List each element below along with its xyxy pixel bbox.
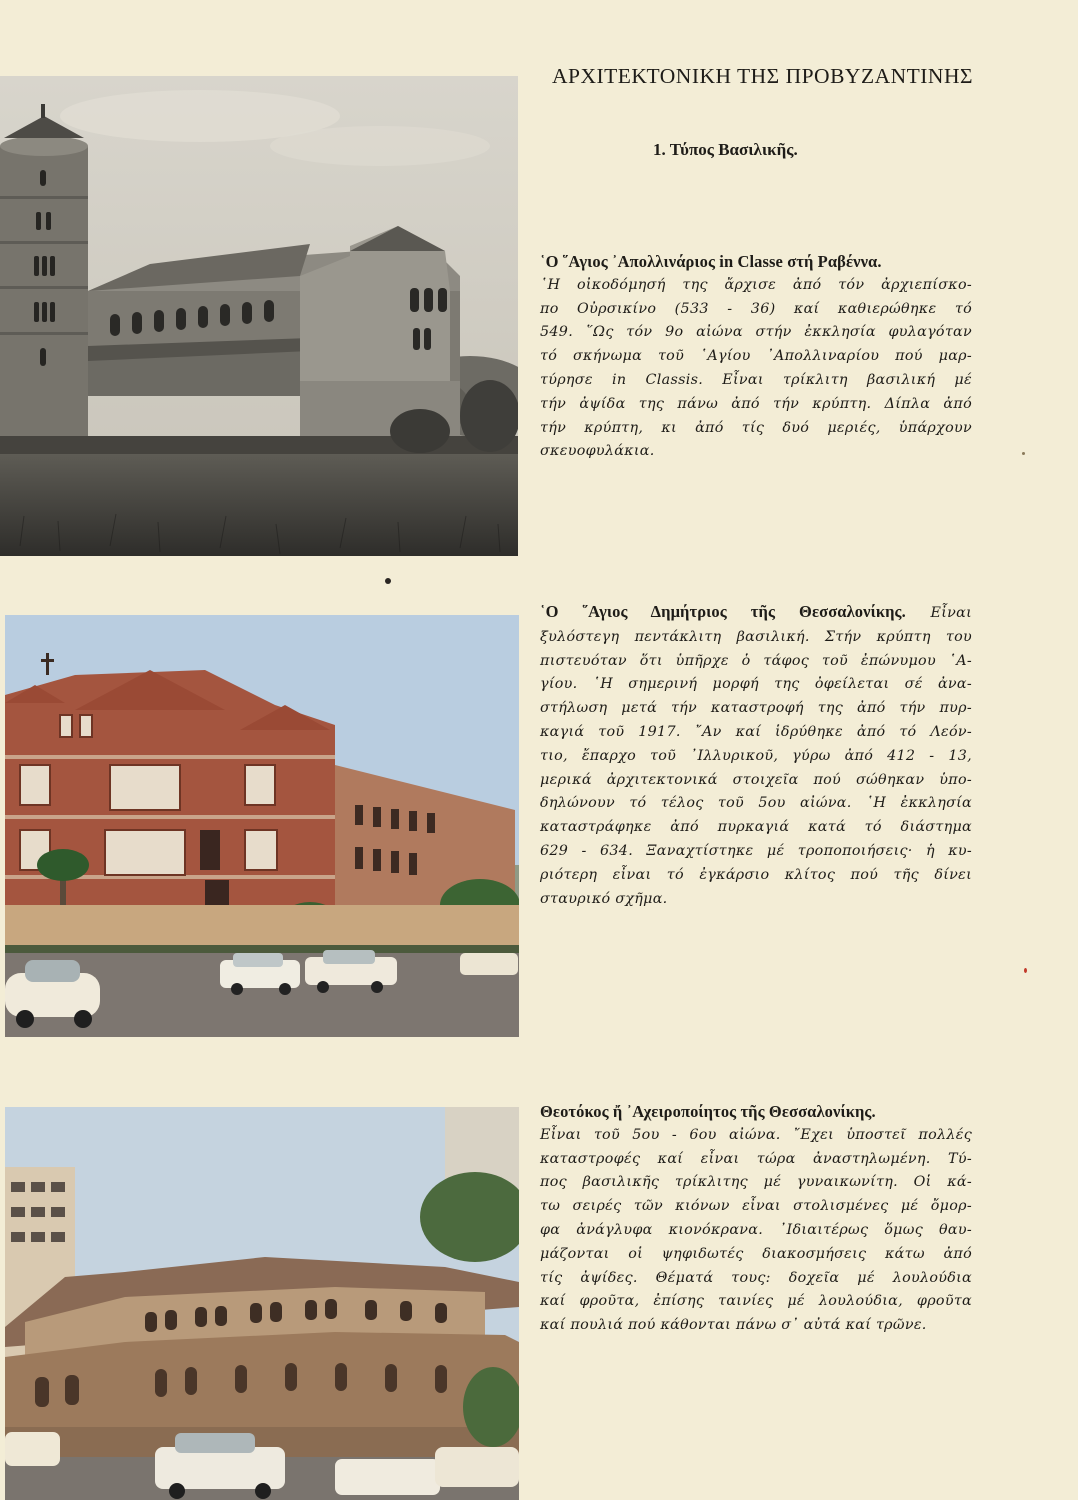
- entry-line: ξυλόστεγη πεντάκλιτη βασιλική. Στήν κρύπτη του: [540, 628, 972, 645]
- entry-line: 629 - 634. Ξαναχτίστηκε μέ τροποποιήσεις· ἡ κυ-: [540, 842, 972, 859]
- entry-line: τήν κρύπτη, κι ἀπό τίς δυό μεριές, ὑπάρχουν: [540, 419, 972, 436]
- entry-line: τιο, ἔπαρχο τοῦ ᾿Ιλλυρικοῦ, γύρω ἀπό 412 - 13,: [540, 747, 972, 764]
- entry-line: καταστράφηκε ἀπό πυρκαγιά κατά τό διάστημα: [540, 819, 972, 836]
- entry-line: τω σειρές τῶν κιόνων εἶναι στολισμένες μέ ὄμορ-: [540, 1198, 972, 1215]
- entry-hagios-demetrios: [540, 600, 972, 911]
- entry-line: ριότερη εἶναι τό ἐγκάρσιο κλίτος πού τῆς δίνει: [540, 866, 972, 883]
- page-title: ΑΡΧΙΤΕΚΤΟΝΙΚΗ ΤΗΣ ΠΡΟΒΥΖΑΝΤΙΝΗΣ: [552, 64, 973, 88]
- entry-line: πιστευόταν ὅτι ὑπῆρχε ὁ τάφος τοῦ ἐπώνυμου ῾Α-: [540, 652, 972, 669]
- entry-line: γίου. ῾Η σημερινή μορφή της ὀφείλεται σέ ἀνα-: [540, 676, 972, 693]
- entry-line: στήλωση μετά τήν καταστροφή της ἀπό τήν πυρ-: [540, 700, 972, 717]
- entry-line: καί φροῦτα, ἐπίσης ταινίες μέ λουλούδια, φροῦτα: [540, 1293, 972, 1310]
- entry-acheiropoietos: [540, 1100, 972, 1338]
- entry-line: μερικά ἀρχιτεκτονικά στοιχεῖα πού σώθηκαν ὑπο-: [540, 771, 972, 788]
- entry-line: τήν ἀψίδα της πάνω ἀπό τήν κρύπτη. Δίπλα ἀπό: [540, 395, 972, 412]
- ink-speck: [1024, 968, 1027, 973]
- photo-hagios-demetrios: [5, 615, 519, 1037]
- ink-speck: [385, 578, 391, 584]
- entry-line: δηλώνουν τό τέλος τοῦ 5ου αἰώνα. ῾Η ἐκκλησία: [540, 795, 972, 812]
- ink-speck: [1022, 452, 1025, 455]
- entry-line: σταυρικό σχῆμα.: [540, 890, 668, 907]
- entry-line: σκευοφυλάκια.: [540, 443, 655, 460]
- entry-line: φα ἀνάγλυφα κιονόκρανα. ᾿Ιδιαιτέρως ὅμως θαυ-: [540, 1221, 972, 1238]
- entry-heading-line: [540, 600, 972, 626]
- entry-heading: ῾Ο ῞Αγιος ᾿Απολλινάριος in Classe στή Ραβέννα.: [540, 252, 882, 271]
- photo-acheiropoietos: [5, 1107, 519, 1500]
- entry-heading-tail: Εἶναι: [930, 605, 972, 621]
- entry-line: πο Οὐρσικίνο (533 - 36) καί καθιερώθηκε τό: [540, 300, 972, 317]
- entry-heading: Θεοτόκος ἤ ᾿Αχειροποίητος τῆς Θεσσαλονίκης.: [540, 1102, 876, 1121]
- entry-line: 549. ῞Ως τόν 9ο αἰώνα στήν ἐκκλησία φυλαγόταν: [540, 324, 972, 341]
- entry-line: τό σκήνωμα τοῦ ῾Αγίου ᾿Απολλιναρίου πού μαρ-: [540, 348, 972, 365]
- entry-heading: ῾Ο ῞Αγιος Δημήτριος τῆς Θεσσαλονίκης.: [540, 602, 906, 621]
- entry-sant-apollinare: [540, 250, 972, 464]
- entry-line: τύρησε in Classis. Εἶναι τρίκλιτη βασιλική μέ: [540, 371, 972, 388]
- photo-sant-apollinare: [0, 76, 518, 556]
- entry-line: τίς ἀψίδες. Θέματά τους: δοχεῖα μέ λουλούδια: [540, 1269, 972, 1286]
- entry-line: πος βασιλικῆς τρίκλιτης μέ γυναικωνίτη. Οἱ κά-: [540, 1174, 972, 1191]
- section-heading: 1. Τύπος Βασιλικῆς.: [653, 140, 798, 159]
- entry-line: καγιά τοῦ 1917. ῎Αν καί ἱδρύθηκε ἀπό τό Λεόν-: [540, 723, 972, 740]
- entry-line: ῾Η οἰκοδόμησή της ἄρχισε ἀπό τόν ἀρχιεπίσκο-: [540, 276, 972, 293]
- entry-line: καί πουλιά πού κάθονται πάνω σ᾿ αὐτά καί τρῶνε.: [540, 1317, 927, 1334]
- entry-line: μάζονται οἱ ψηφιδωτές διακοσμήσεις κάτω ἀπό: [540, 1245, 972, 1262]
- entry-line: καταστροφές καί εἶναι τώρα ἀναστηλωμένη. Τύ-: [540, 1150, 972, 1167]
- entry-line: Εἶναι τοῦ 5ου - 6ου αἰώνα. ῎Εχει ὑποστεῖ πολλές: [540, 1126, 972, 1143]
